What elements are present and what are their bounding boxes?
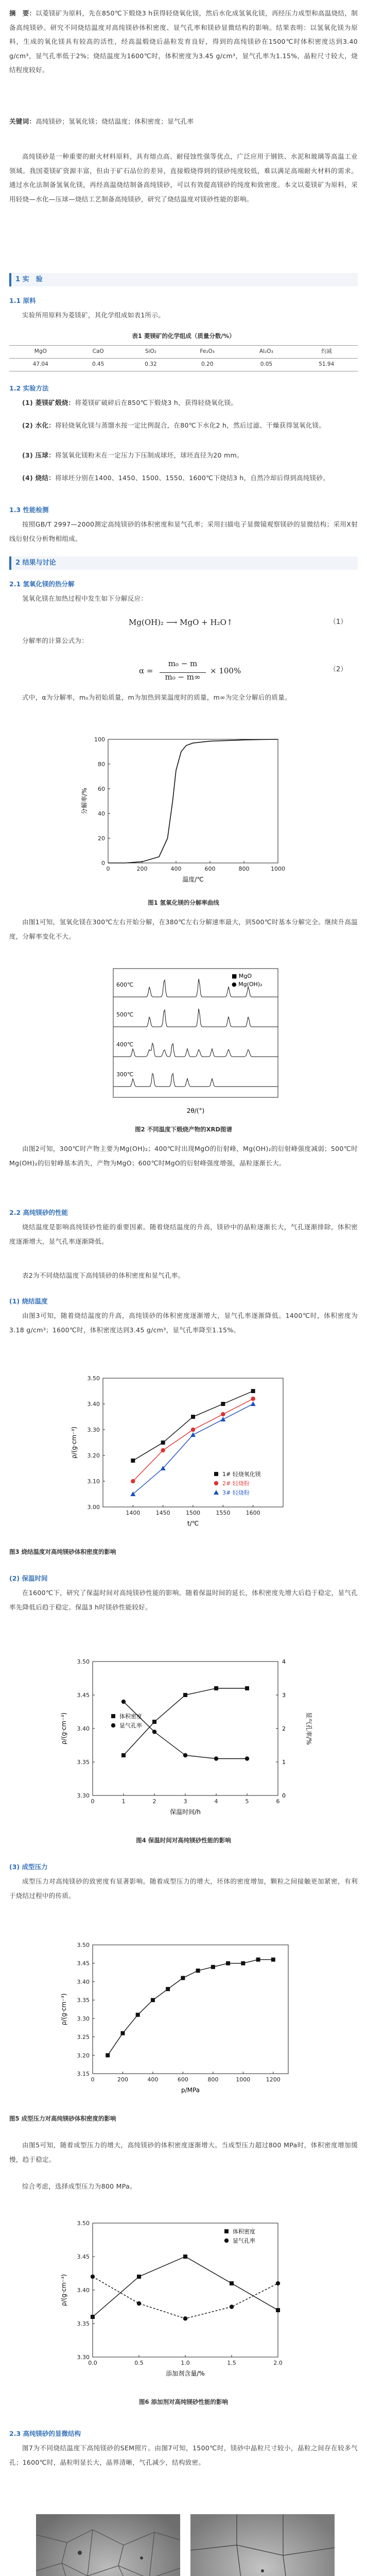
porosity-point: [91, 2275, 95, 2279]
figure-5-caption: 图5 成型压力对高纯镁砂体积密度的影响: [9, 2115, 116, 2122]
abstract-text: 以菱镁矿为原料，先在850℃下煅烧3 h获得轻烧氧化镁，然后水化成氢氧化镁，再经压力成型和高温烧结，制备高纯镁砂。研究不同烧结温度对高纯镁砂体积密度、显气孔率和镁砂显微结构的影响。结果表明：以氢氧化镁为原料，生成的氧化镁具有较高的活性，经高温煅烧后晶粒发育良好，得到的高纯镁砂在1500℃时体积密度达到3.40 g/cm³，显气孔率低于2%；烧结温度为1600℃时，体积密度为3.45 g/cm³，显气孔率为1.15%，晶粒尺寸较大，烧结程度较好。: [9, 9, 358, 74]
xrd-trace: [113, 1074, 278, 1087]
y-tick-label: 80: [98, 761, 105, 768]
section-1-3-heading: 1.3 性能检测: [9, 506, 49, 514]
series-point: [161, 1448, 165, 1452]
xrd-trace: [113, 1043, 278, 1057]
y-tick-label: 3.30: [87, 1427, 100, 1433]
table-cell: 47.04: [9, 358, 72, 371]
sem-image-b: [190, 2514, 335, 2576]
x-tick-label: 0: [91, 1798, 95, 1805]
x-axis-label: p/MPa: [181, 2087, 200, 2094]
x-axis-label: 保温时间/h: [170, 1808, 201, 1816]
section-1-3-text: 按照GB/T 2997—2000测定高纯镁砂的体积密度和显气孔率；采用扫描电子显微镜观察镁砂的显微结构；采用X射线衍射仪分析物相组成。: [9, 520, 358, 543]
y-tick-label: 3.35: [77, 1997, 90, 2004]
figure-4-caption: 图4 保温时间对高纯镁砂性能的影响: [136, 1837, 231, 1844]
table-1-caption: 表1 菱镁矿的化学组成（质量分数/%）: [132, 332, 235, 340]
y-tick-label: 60: [98, 786, 105, 792]
step-3-paragraph: [9, 448, 358, 463]
figure-1: [77, 732, 293, 891]
section-1-2-heading: 1.2 实验方法: [9, 384, 49, 392]
table-header-cell: 灼减: [295, 346, 358, 359]
table-cell: 0.32: [125, 358, 177, 371]
temperature-label: 500℃: [116, 1011, 134, 1018]
density-point: [166, 1987, 170, 1991]
y-tick-label: 3.50: [77, 2220, 90, 2227]
section-2-2-3-text: 成型压力对高纯镁砂的致密度有显著影响。随着成型压力的增大，坯体的密度增加，颗粒之间接触更加紧密，有利于烧结过程中的传质。: [9, 1877, 358, 1900]
figure-6-caption: 图6 添加剂对高纯镁砂性能的影响: [138, 2398, 228, 2405]
x-tick-label: 2.0: [273, 2360, 283, 2366]
porosity-point: [183, 2316, 187, 2320]
y-tick-label: 3.25: [77, 2033, 90, 2041]
equation-1-number: （1）: [329, 618, 347, 626]
equation-1-rhs: MgO + H₂O↑: [180, 618, 233, 627]
y-tick-label: 3.35: [77, 1759, 90, 1766]
section-2-2-1-text: 由图3可知，随着烧结温度的升高，高纯镁砂的体积密度逐渐增大，显气孔率逐渐降低。1400℃时，体积密度为3.18 g/cm³；1600℃时，体积密度达到3.45 g/cm³，显气孔率降至1.15%。: [9, 1312, 358, 1334]
figure-1-discussion: 由图1可知，氢氧化镁在300℃左右开始分解，在380℃左右分解速率最大，到500℃时基本分解完全。继续升高温度，分解率变化不大。: [9, 918, 358, 940]
x-tick-label: 200: [117, 2076, 128, 2083]
density-point: [183, 2255, 187, 2259]
series-point: [251, 1389, 255, 1393]
density-point: [106, 2053, 110, 2057]
x-tick-label: 1: [121, 1798, 126, 1805]
x-tick-label: 1500: [186, 1510, 200, 1516]
x-axis-label: 2θ/(°): [186, 1107, 205, 1114]
y-tick-label: 3.30: [77, 2354, 90, 2361]
x-tick-label: 0.5: [134, 2360, 144, 2366]
figure-3-caption: 图3 烧结温度对高纯镁砂体积密度的影响: [9, 1548, 116, 1555]
y-tick-label: 3.00: [87, 1504, 100, 1511]
legend-label: 1# 轻烧氧化镁: [222, 1471, 261, 1478]
table-header-cell: Fe₂O₃: [177, 346, 237, 359]
y-right-tick-label: 1: [282, 1759, 286, 1766]
legend-label: 显气孔率: [233, 2238, 255, 2244]
porosity-point: [137, 2301, 141, 2306]
step-4-paragraph: [9, 471, 358, 485]
figure-2: [77, 963, 293, 1118]
section-2-3-text: 图7为不同烧结温度下高纯镁砂的SEM照片。由图7可知，1500℃时，镁砂中晶粒尺寸较小，晶粒之间存在较多气孔；1600℃时，晶粒明显长大，晶界清晰，气孔减少，结构致密。: [9, 2444, 358, 2466]
x-tick-label: 6: [276, 1798, 280, 1805]
temperature-label: 400℃: [116, 1041, 134, 1048]
legend-marker: [214, 1481, 218, 1485]
step-1-label: (1) 菱镁矿煅烧：: [22, 399, 75, 406]
figure-1-caption: 图1 氢氧化镁的分解率曲线: [148, 899, 219, 906]
x-tick-label: 5: [245, 1798, 249, 1805]
x-tick-label: 0.0: [88, 2360, 97, 2366]
step-4-label: (4) 烧结：: [22, 474, 56, 482]
series-point: [251, 1397, 255, 1401]
step-1-text: 将菱镁矿破碎后在850℃下煅烧3 h，获得轻烧氧化镁。: [75, 399, 238, 406]
series-point: [191, 1415, 195, 1419]
y-axis-label: ρ/(g·cm⁻³): [60, 2274, 67, 2306]
x-axis-label: t/℃: [187, 1520, 199, 1527]
x-tick-label: 0: [91, 2076, 95, 2083]
density-point: [91, 2315, 95, 2319]
y-tick-label: 3.40: [77, 1978, 90, 1986]
y-tick-label: 3.20: [77, 2052, 90, 2059]
y-tick-label: 3.40: [77, 1725, 90, 1732]
density-point: [230, 2281, 234, 2285]
porosity-line: [124, 1702, 247, 1759]
section-2-2-1-heading: (1) 烧结温度: [9, 1297, 48, 1305]
x-tick-label: 800: [238, 866, 250, 872]
porosity-line: [93, 2277, 278, 2318]
density-point: [245, 1686, 249, 1690]
legend-label: 体积密度: [119, 1713, 142, 1720]
y-tick-label: 3.40: [87, 1401, 100, 1408]
density-point: [121, 1753, 126, 1757]
plot-frame: [108, 739, 278, 863]
legend-label: 显气孔率: [119, 1722, 142, 1729]
temperature-label: 600℃: [116, 981, 134, 988]
y-tick-label: 0: [101, 860, 105, 867]
y-tick-label: 3.20: [87, 1452, 100, 1459]
abstract-paragraph: [9, 6, 358, 77]
sem-micrograph-b: [190, 2514, 335, 2576]
legend-marker: [111, 1714, 115, 1718]
equation-1-lhs: Mg(OH)₂: [129, 618, 164, 627]
y-tick-label: 3.30: [77, 2015, 90, 2022]
plot-frame: [103, 1378, 283, 1507]
porosity-point: [230, 2304, 234, 2309]
series-point: [131, 1459, 135, 1463]
y-axis-label: ρ/(g·cm⁻³): [71, 1427, 78, 1459]
y-right-tick-label: 2: [282, 1725, 286, 1732]
temperature-label: 300℃: [116, 1071, 134, 1078]
density-point: [120, 2031, 125, 2035]
density-point: [256, 1958, 260, 1962]
y-tick-label: 3.45: [77, 1960, 90, 1967]
density-line: [124, 1688, 247, 1755]
y-tick-label: 20: [98, 835, 105, 842]
equation-2-suffix: × 100%: [210, 666, 241, 675]
plot-frame: [93, 1945, 288, 2074]
y-tick-label: 100: [94, 736, 105, 743]
porosity-point: [121, 1700, 126, 1704]
y-tick-label: 3.45: [77, 2253, 90, 2260]
step-4-text: 将球坯分别在1400、1450、1500、1550、1600℃下烧结3 h，自然冷却后得到高纯镁砂。: [55, 474, 330, 482]
step-3-label: (3) 压球：: [22, 451, 56, 459]
porosity-point: [214, 1756, 218, 1760]
series-point: [191, 1428, 195, 1432]
x-tick-label: 0: [106, 866, 110, 872]
series-line: [133, 1399, 253, 1481]
figure-4-chart: [57, 1654, 314, 1829]
figure-3: [67, 1370, 304, 1540]
y-axis-label: ρ/(g·cm⁻³): [60, 1713, 67, 1744]
y-tick-label: 40: [98, 810, 105, 817]
section-2-2-text-2: 表2为不同烧结温度下高纯镁砂的体积密度和显气孔率。: [22, 1272, 185, 1279]
figure-6-chart: [57, 2215, 314, 2391]
legend-marker: [111, 1723, 115, 1727]
table-header-cell: SiO₂: [125, 346, 177, 359]
density-line: [93, 2257, 278, 2317]
legend-label: 体积密度: [233, 2228, 255, 2235]
legend-label: 3# 轻烧粉: [222, 1489, 250, 1496]
section-2-2-heading: 2.2 高纯镁砂的性能: [9, 1209, 68, 1216]
series-point: [161, 1440, 165, 1445]
density-line: [108, 1960, 273, 2056]
legend-mgo: ■ MgO: [232, 973, 252, 979]
section-2-heading: 2 结果与讨论: [9, 556, 358, 570]
y-tick-label: 3.40: [77, 2287, 90, 2294]
series-point: [131, 1479, 135, 1483]
density-point: [137, 2275, 141, 2279]
series-point: [221, 1412, 225, 1416]
density-point: [136, 2013, 140, 2017]
section-1-1-text: 实验所用原料为菱镁矿，其化学组成如表1所示。: [22, 311, 165, 319]
density-point: [271, 1958, 275, 1962]
table-header-cell: Al₂O₃: [237, 346, 295, 359]
x-tick-label: 2: [152, 1798, 156, 1805]
table-header-cell: CaO: [72, 346, 125, 359]
keywords-label: 关键词：: [9, 117, 36, 125]
series-line: [133, 1391, 253, 1461]
y-tick-label: 3.30: [77, 1792, 90, 1799]
series-point: [251, 1401, 256, 1406]
figure-4: [57, 1654, 314, 1829]
x-tick-label: 1200: [266, 2076, 281, 2083]
keywords-text: 高纯镁砂；氢氧化镁；烧结温度；体积密度；显气孔率: [36, 117, 194, 125]
y-right-axis-label: 显气孔率/%: [305, 1712, 312, 1745]
figure-5-conclusion: 综合考虑，选择成型压力为800 MPa。: [22, 2182, 136, 2190]
plot-frame: [113, 969, 278, 1097]
figure-5-discussion: 由图5可知，随着成型压力的增大，高纯镁砂的体积密度逐渐增大。当成型压力超过800 MPa时，体积密度增加缓慢，趋于稳定。: [9, 2141, 358, 2163]
section-2-1-text: 氢氧化镁在加热过程中发生如下分解反应：: [22, 595, 148, 602]
y-tick-label: 3.50: [77, 1658, 90, 1665]
x-tick-label: 400: [170, 866, 182, 872]
table-row: [9, 358, 358, 371]
x-tick-label: 800: [207, 2076, 219, 2083]
section-2-2-text-1: 烧结温度是影响高纯镁砂性能的重要因素。随着烧结温度的升高，镁砂中的晶粒逐渐长大，气孔逐渐排除，体积密度逐渐增大，显气孔率逐渐降低。: [9, 1223, 358, 1245]
density-point: [196, 1969, 200, 1973]
sem-image-a: [36, 2514, 180, 2576]
y-right-tick-label: 4: [282, 1658, 286, 1665]
keywords-paragraph: [9, 114, 358, 129]
section-2-1-text-2: 分解率的计算公式为：: [22, 637, 89, 645]
section-2-2-2-heading: (2) 保温时间: [9, 1574, 48, 1582]
table-cell: 51.94: [295, 358, 358, 371]
table-header-cell: MgO: [9, 346, 72, 359]
reaction-arrow-icon: ⟶: [166, 618, 180, 627]
equation-2-denominator: m₀ − m∞: [165, 672, 201, 682]
series-point: [190, 1432, 196, 1437]
x-tick-label: 3: [183, 1798, 187, 1805]
section-2-2-2-text: 在1600℃下，研究了保温时间对高纯镁砂性能的影响。随着保温时间的延长，体积密度先增大后趋于稳定，显气孔率先降低后趋于稳定。保温3 h时镁砂性能较好。: [9, 1589, 358, 1611]
figure-5-chart: [57, 1937, 314, 2107]
figure-2-discussion: 由图2可知，300℃时产物主要为Mg(OH)₂；400℃时出现MgO的衍射峰，Mg(OH)₂的衍射峰强度减弱；500℃时Mg(OH)₂的衍射峰基本消失，产物为MgO；600℃时MgO的衍射峰强度增强，晶粒逐渐长大。: [9, 1145, 358, 1167]
section-1-heading: 1 实 验: [9, 273, 358, 286]
section-2-2-3-heading: (3) 成型压力: [9, 1863, 48, 1871]
intro-paragraph: 高纯镁砂是一种重要的耐火材料原料，具有熔点高、耐侵蚀性强等优点，广泛应用于钢铁、水泥和玻璃等高温工业领域。我国菱镁矿资源丰富，但由于矿石品位的差异，直接煅烧得到的镁砂纯度较低，难以满足高端耐火材料的需求。通过水化法制备氢氧化镁，再经高温烧结制备高纯镁砂，可以有效提高镁砂的纯度和致密度。本文以菱镁矿为原料，采用轻烧—水化—压球—烧结工艺制备高纯镁砂，研究了烧结温度对镁砂性能的影响。: [9, 152, 358, 203]
table-cell: 0.05: [237, 358, 295, 371]
step-2-paragraph: [9, 418, 358, 433]
legend-label: 2# 轻烧粉: [222, 1480, 250, 1487]
x-tick-label: 4: [214, 1798, 218, 1805]
sem-micrograph-a: [36, 2514, 180, 2576]
figure-6: [57, 2215, 314, 2391]
y-axis-label: 分解率/%: [81, 788, 88, 815]
density-point: [151, 1998, 155, 2002]
x-tick-label: 1450: [155, 1510, 170, 1516]
decomposition-curve: [108, 739, 278, 863]
section-2-3-heading: 2.3 高纯镁砂的显微结构: [9, 2430, 81, 2437]
porosity-point: [183, 1753, 187, 1757]
y-tick-label: 3.50: [77, 1942, 90, 1948]
y-axis-label: ρ/(g·cm⁻³): [60, 1993, 67, 2025]
section-2-1-heading: 2.1 氢氧化镁的热分解: [9, 580, 75, 588]
density-point: [226, 1961, 230, 1965]
porosity-point: [276, 2281, 280, 2285]
legend-marker: [224, 2239, 229, 2243]
density-point: [241, 1961, 245, 1965]
xrd-trace: [113, 1009, 278, 1027]
y-tick-label: 3.45: [77, 1692, 90, 1699]
y-right-tick-label: 0: [282, 1792, 286, 1799]
table-cell: 0.20: [177, 358, 237, 371]
x-tick-label: 1600: [246, 1510, 260, 1516]
step-3-text: 将氢氧化镁粉末在一定压力下压制成球坯，球坯直径为20 mm。: [55, 451, 243, 459]
x-tick-label: 1000: [236, 2076, 251, 2083]
porosity-point: [245, 1756, 249, 1760]
legend-mgoh2: ● Mg(OH)₂: [232, 981, 263, 988]
table-header-row: [9, 346, 358, 359]
table-cell: 0.45: [72, 358, 125, 371]
density-point: [276, 2308, 280, 2312]
table-1: [9, 345, 358, 371]
section-1-1-heading: 1.1 原料: [9, 297, 36, 304]
legend-marker: [224, 2229, 229, 2233]
figure-1-chart: [77, 732, 293, 891]
x-tick-label: 1550: [216, 1510, 231, 1516]
x-tick-label: 600: [177, 2076, 188, 2083]
series-point: [221, 1402, 225, 1406]
figure-5: [57, 1937, 314, 2107]
series-point: [220, 1417, 225, 1421]
section-2-1-text-3: 式中，α为分解率，m₀为初始质量，m为加热到某温度时的质量，m∞为完全分解后的质量。: [22, 693, 291, 701]
y-right-tick-label: 3: [282, 1692, 286, 1699]
abstract-label: 摘 要：: [9, 9, 36, 17]
density-point: [211, 1965, 215, 1969]
x-tick-label: 600: [204, 866, 216, 872]
equation-2-number: （2）: [329, 666, 347, 673]
density-point: [183, 1693, 187, 1697]
x-tick-label: 200: [136, 866, 148, 872]
figure-2-caption: 图2 不同温度下煅烧产物的XRD图谱: [135, 1126, 232, 1133]
step-2-label: (2) 水化：: [22, 421, 56, 429]
equation-1: [129, 614, 233, 631]
density-point: [152, 1720, 156, 1724]
figure-3-chart: [67, 1370, 304, 1540]
figure-2-xrd-chart: [77, 963, 293, 1118]
equation-2-numerator: m₀ − m: [160, 655, 206, 673]
x-tick-label: 400: [147, 2076, 159, 2083]
x-tick-label: 1.0: [181, 2360, 190, 2366]
y-tick-label: 3.50: [87, 1375, 100, 1382]
legend-marker: [214, 1490, 219, 1495]
legend-marker: [214, 1472, 218, 1476]
density-point: [214, 1686, 218, 1690]
x-axis-label: 添加剂含量/%: [166, 2370, 205, 2377]
equation-2-lhs: α =: [139, 666, 153, 675]
x-axis-label: 温度/℃: [182, 876, 204, 883]
porosity-point: [152, 1730, 156, 1734]
density-point: [181, 1976, 185, 1980]
step-1-paragraph: [9, 396, 358, 410]
y-tick-label: 3.10: [87, 1478, 100, 1485]
y-tick-label: 3.15: [77, 2071, 90, 2077]
step-2-text: 将轻烧氧化镁与蒸馏水按一定比例混合，在80℃下水化2 h，然后过滤、干燥获得氢氧化镁。: [55, 421, 326, 429]
x-tick-label: 1.5: [227, 2360, 236, 2366]
x-tick-label: 1000: [271, 866, 285, 872]
x-tick-label: 1400: [126, 1510, 141, 1516]
y-tick-label: 3.35: [77, 2320, 90, 2327]
